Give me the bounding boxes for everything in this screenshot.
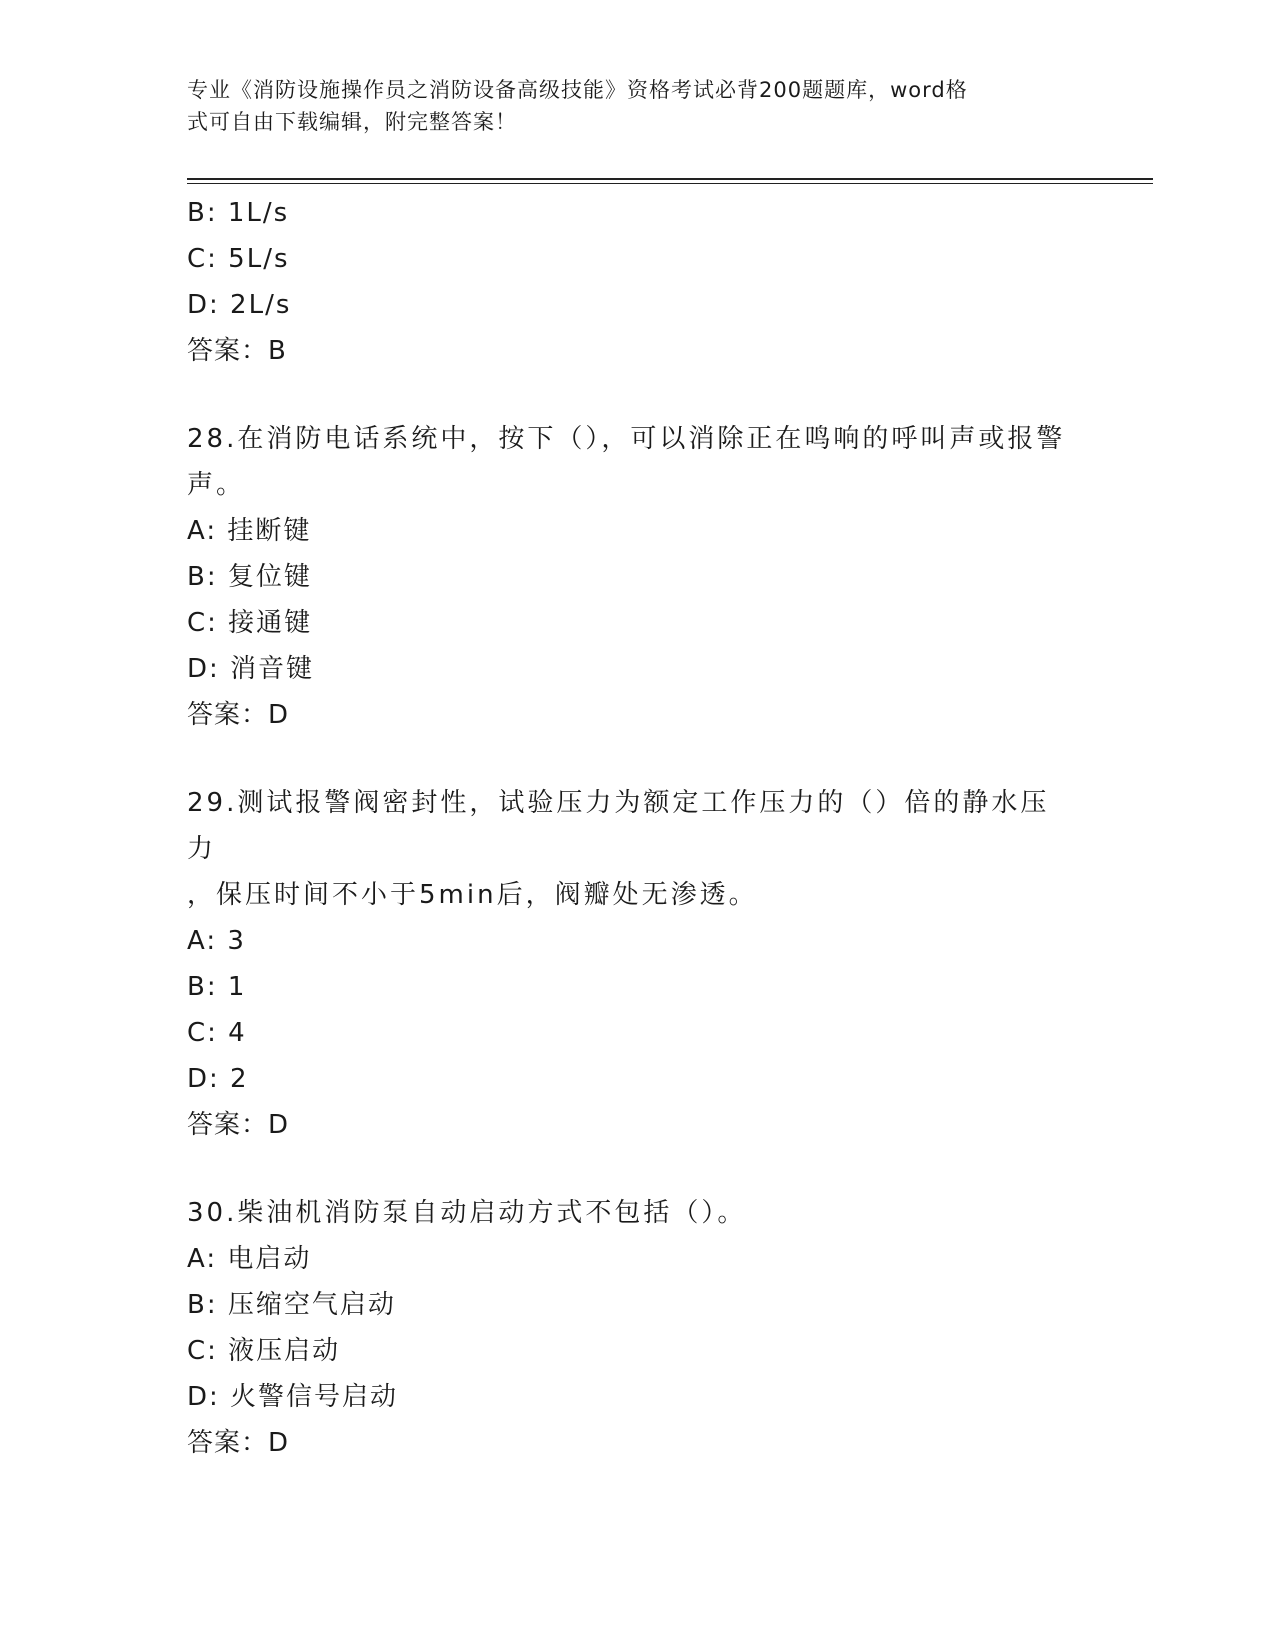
option-d: D: 消音键 [187,654,315,684]
previous-question-fragment [187,190,1087,374]
option-c: C: 4 [187,1018,247,1048]
answer: 答案：B [187,336,287,366]
question-text-line-2: ，保压时间不小于5min后，阀瓣处无渗透。 [187,880,758,910]
option-b: B: 复位键 [187,562,312,592]
option-c: C: 接通键 [187,608,313,638]
answer: 答案：D [187,1110,290,1140]
question-30 [187,1190,1087,1466]
option-c: C: 5L/s [187,244,290,274]
option-b: B: 1L/s [187,198,290,228]
option-b: B: 压缩空气启动 [187,1290,396,1320]
question-text-line-1: 30.柴油机消防泵自动启动方式不包括（）。 [187,1198,747,1228]
option-d: D: 2L/s [187,290,292,320]
question-text-line-2: 声。 [187,470,246,500]
header-line-1: 专业《消防设施操作员之消防设备高级技能》资格考试必背200题题库，word格 [187,78,968,102]
option-a: A: 3 [187,926,246,956]
option-b: B: 1 [187,972,247,1002]
answer: 答案：D [187,700,290,730]
page-header [187,74,1067,138]
document-body [187,190,1087,1466]
question-29 [187,780,1087,1148]
header-line-2: 式可自由下载编辑，附完整答案！ [187,110,517,134]
header-divider [187,178,1153,180]
option-d: D: 2 [187,1064,249,1094]
question-text-line-1: 28.在消防电话系统中，按下（），可以消除正在鸣响的呼叫声或报警 [187,424,1066,454]
question-text-line-1: 29.测试报警阀密封性，试验压力为额定工作压力的（）倍的静水压力 [187,788,1050,864]
option-c: C: 液压启动 [187,1336,341,1366]
option-a: A: 挂断键 [187,516,312,546]
option-a: A: 电启动 [187,1244,312,1274]
answer: 答案：D [187,1428,290,1458]
option-d: D: 火警信号启动 [187,1382,399,1412]
question-28 [187,416,1087,738]
